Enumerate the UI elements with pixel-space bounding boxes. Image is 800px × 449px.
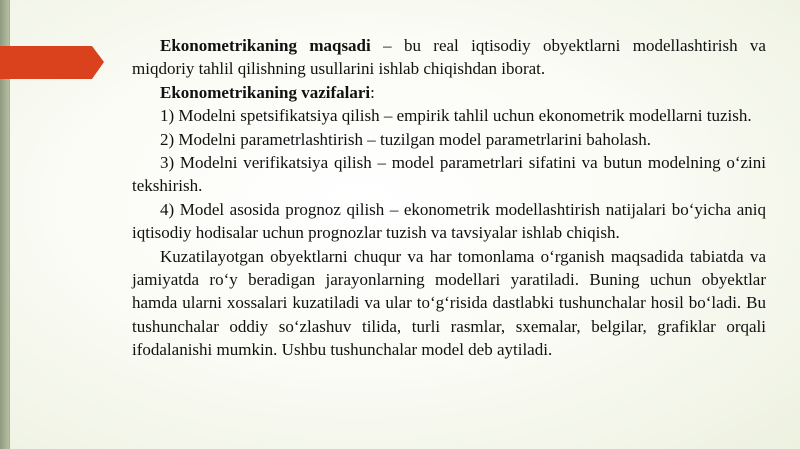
task-item-1: 1) Modelni spetsifikatsiya qilish – empirik tahlil uchun ekonometrik modellarni tuzish. bbox=[160, 106, 752, 126]
tasks-colon: : bbox=[370, 82, 375, 102]
paragraph-tasks-heading bbox=[132, 81, 766, 104]
goal-term: Ekonometrikaning maqsadi bbox=[160, 36, 371, 55]
task-item-4: 4) Model asosida prognoz qilish – ekonometrik modellashtirish natijalari bo‘yicha aniq iqtisodiy hodisalar uchun prognozlar tuzish va tavsiyalar ishlab chiqish. bbox=[132, 199, 766, 243]
tasks-term: Ekonometrikaning vazifalari bbox=[160, 82, 371, 102]
paragraph-models: Kuzatilayotgan obyektlarni chuqur va har tomonlama o‘rganish maqsadida tabiatda va jamiyatda ro‘y beradigan jarayonlarning modellari yaratiladi. Buning uchun obyektlar hamda ularni xossalari kuzatiladi va ular to‘g‘risida dastlabki tushunchalar hosil bo‘ladi. Bu tushunchalar oddiy so‘zlashuv tilida, turli rasmlar, sxemalar, belgilar, grafiklar orqali ifodalanishi mumkin. Ushbu tushunchalar model deb aytiladi. bbox=[132, 246, 766, 360]
task-item-3: 3) Modelni verifikatsiya qilish – model parametrlari sifatini va butun modelning o‘zini tekshirish. bbox=[132, 153, 766, 196]
slide-body bbox=[132, 34, 766, 362]
task-item-2: 2) Modelni parametrlashtirish – tuzilgan model parametrlarini baholash. bbox=[160, 129, 651, 149]
goal-definition: – bu real iqtisodiy obyektlarni modellashtirish va miqdoriy tahlil qilishning usullarini ishlab chiqishdan iborat. bbox=[132, 36, 766, 79]
paragraph-goal bbox=[132, 34, 766, 81]
